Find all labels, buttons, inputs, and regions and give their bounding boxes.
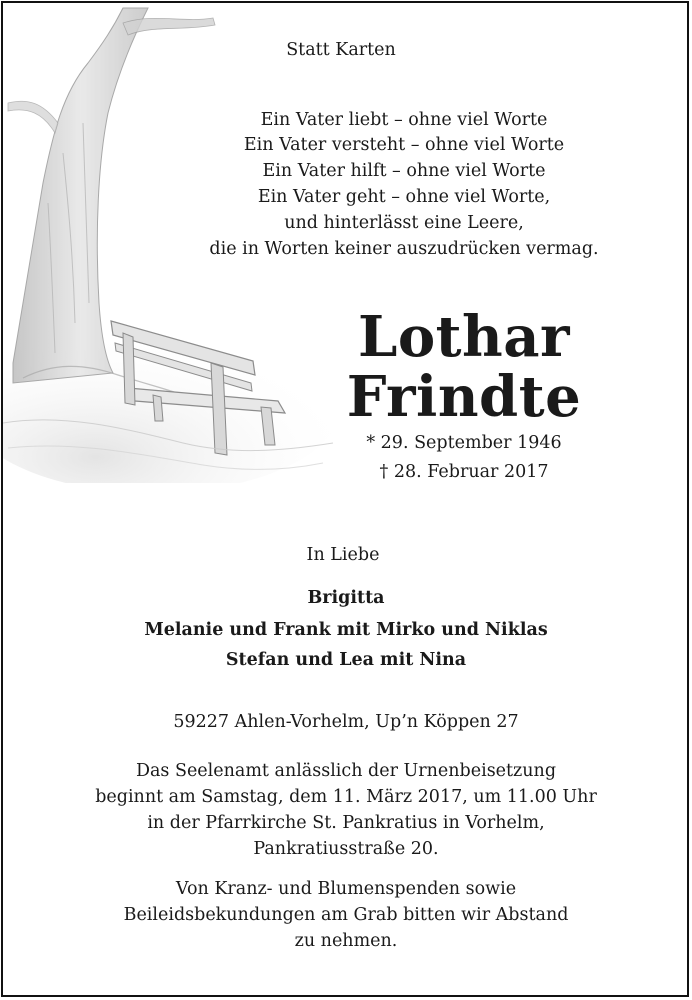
donation-line: Von Kranz- und Blumenspenden sowie [175, 879, 517, 899]
family-line: Brigitta [307, 588, 385, 608]
service-line: beginnt am Samstag, dem 11. März 2017, um 11.00 Uhr [95, 787, 597, 807]
poem-line: Ein Vater versteht – ohne viel Worte [243, 135, 565, 155]
poem-line: die in Worten keiner auszudrücken vermag. [209, 239, 599, 259]
service-line: in der Pfarrkirche St. Pankratius in Vorhelm, [147, 813, 545, 833]
service-line: Pankratiusstraße 20. [253, 839, 439, 859]
birth-date: * 29. September 1946 [366, 433, 562, 453]
poem-line: Ein Vater geht – ohne viel Worte, [257, 187, 551, 207]
family-line: Stefan und Lea mit Nina [225, 650, 467, 670]
header-statt-karten: Statt Karten [286, 40, 396, 60]
death-date: † 28. Februar 2017 [379, 462, 549, 482]
poem-line: und hinterlässt eine Leere, [284, 213, 524, 233]
donation-line: zu nehmen. [294, 931, 398, 951]
deceased-last-name: Frindte [346, 364, 582, 430]
address: 59227 Ahlen-Vorhelm, Up’n Köppen 27 [173, 712, 519, 732]
deceased-first-name: Lothar [357, 304, 571, 370]
family-line: Melanie und Frank mit Mirko und Niklas [144, 620, 548, 640]
poem-line: Ein Vater liebt – ohne viel Worte [260, 110, 548, 130]
poem-line: Ein Vater hilft – ohne viel Worte [262, 161, 546, 181]
in-liebe-label: In Liebe [306, 545, 380, 565]
donation-line: Beileidsbekundungen am Grab bitten wir Abstand [123, 905, 569, 925]
service-line: Das Seelenamt anlässlich der Urnenbeisetzung [135, 761, 557, 781]
